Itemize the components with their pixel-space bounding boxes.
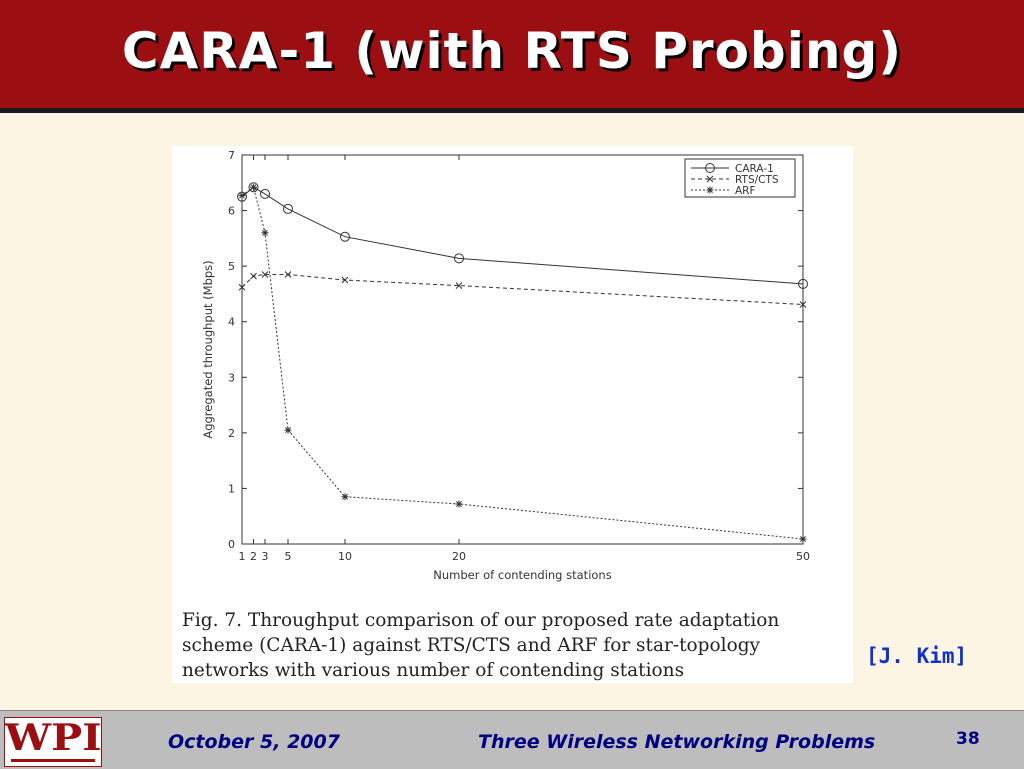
footer-bar — [0, 710, 1024, 769]
logo-underline — [11, 759, 95, 762]
throughput-chart — [172, 146, 853, 601]
footer-topic: Three Wireless Networking Problems — [478, 731, 876, 753]
footer-date: October 5, 2007 — [168, 731, 340, 753]
data-point-arf — [285, 427, 292, 434]
data-point-arf — [800, 535, 807, 542]
wpi-logo — [4, 717, 102, 767]
title-bar — [0, 0, 1024, 113]
y-tick-label: 3 — [228, 371, 235, 385]
x-tick-label: 5 — [284, 550, 292, 563]
series-line-rts-cts — [242, 274, 803, 304]
legend-label-cara-1: CARA-1 — [735, 163, 774, 175]
x-axis-label: Number of contending stations — [433, 568, 612, 582]
legend-label-arf: ARF — [735, 185, 756, 197]
x-tick-label: 2 — [250, 550, 257, 563]
x-tick-label: 1 — [238, 550, 246, 563]
y-axis-label: Aggregated throughput (Mbps) — [201, 260, 215, 439]
data-point-arf — [250, 184, 257, 191]
page-number: 38 — [956, 729, 980, 749]
x-tick-label: 50 — [796, 550, 810, 563]
figure-panel — [172, 146, 853, 683]
x-tick-label: 3 — [261, 550, 269, 563]
y-tick-label: 1 — [228, 482, 235, 496]
x-tick-label: 20 — [452, 550, 466, 563]
data-point-rts-cts — [251, 273, 257, 279]
legend-marker-arf — [707, 187, 714, 194]
legend-label-rts-cts: RTS/CTS — [735, 174, 779, 186]
data-point-arf — [342, 493, 349, 500]
data-point-arf — [262, 229, 269, 236]
citation: [J. Kim] — [866, 644, 968, 668]
logo-text: WPI — [4, 717, 102, 759]
y-tick-label: 6 — [228, 204, 235, 218]
slide-title: CARA-1 (with RTS Probing) — [121, 22, 903, 80]
series-line-arf — [242, 187, 803, 539]
series-line-cara-1 — [242, 187, 803, 284]
data-point-arf — [239, 192, 246, 199]
y-tick-label: 5 — [228, 260, 235, 274]
data-point-arf — [456, 500, 463, 507]
y-tick-label: 2 — [228, 426, 235, 440]
y-tick-label: 7 — [228, 149, 235, 162]
y-tick-label: 0 — [228, 538, 235, 551]
x-tick-label: 10 — [338, 550, 352, 563]
figure-caption: Fig. 7. Throughput comparison of our proposed rate adaptation scheme (CARA-1) against RTS/CTS and ARF for star-topology networks with various number of contending stations — [182, 610, 780, 681]
plot-frame — [242, 155, 803, 544]
y-tick-label: 4 — [228, 315, 235, 329]
